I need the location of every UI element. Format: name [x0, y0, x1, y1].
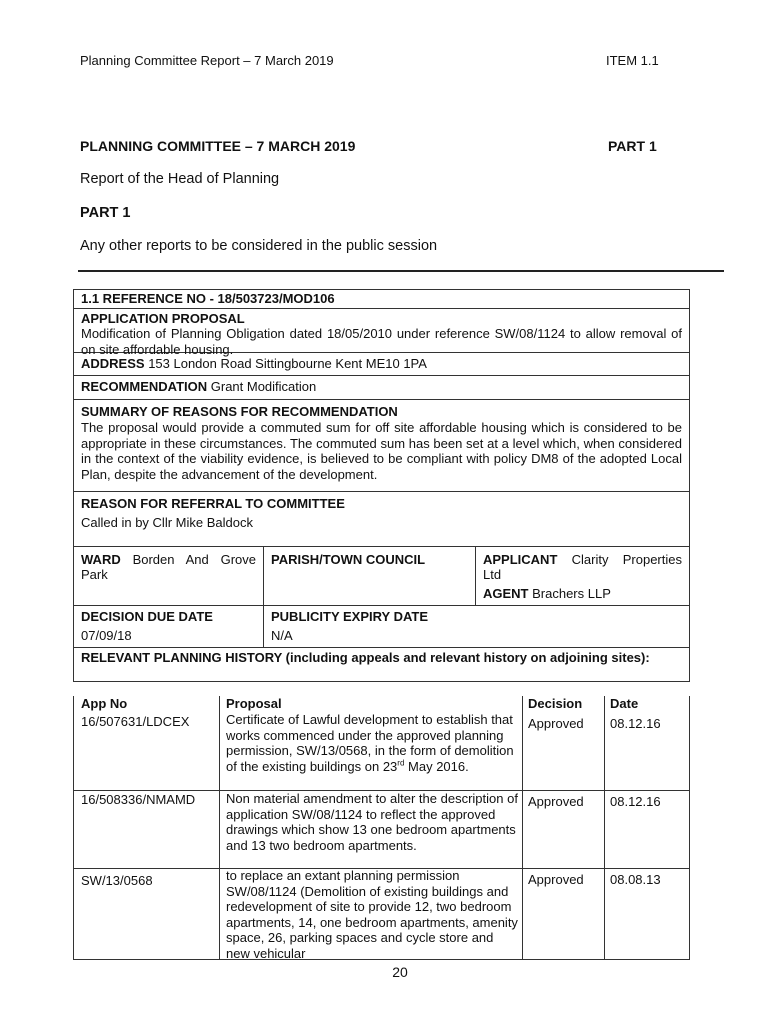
recommendation-value: Grant Modification — [207, 379, 317, 394]
proposal-section — [74, 309, 689, 357]
address-value: 153 London Road Sittingbourne Kent ME10 1PA — [144, 355, 427, 371]
application-summary-box — [73, 289, 690, 682]
planning-history-table — [73, 696, 690, 960]
reference-number: 1.1 REFERENCE NO - 18/503723/MOD106 — [74, 290, 689, 309]
running-header-title: Planning Committee Report – 7 March 2019 — [80, 53, 334, 68]
history-heading: RELEVANT PLANNING HISTORY (including appeals and relevant history on adjoining sites): — [81, 649, 650, 665]
ward-value: Borden And Grove Park — [81, 551, 256, 582]
col-header-proposal: Proposal — [226, 696, 282, 711]
parish-label: PARISH/TOWN COUNCIL — [271, 551, 426, 567]
table-row-proposal: Non material amendment to alter the description of application SW/08/1124 to reflect the approved drawings which show 13 one bedroom apartments and 13 two bedroom apartments. — [226, 791, 518, 853]
recommendation-row — [74, 376, 689, 400]
table-row-date: 08.12.16 — [610, 794, 661, 809]
table-row-app-no: 16/507631/LDCEX — [81, 714, 190, 729]
page-number: 20 — [392, 964, 408, 980]
col-header-decision: Decision — [528, 696, 583, 711]
part-heading: PART 1 — [80, 205, 131, 221]
col-header-app-no: App No — [81, 696, 128, 711]
decision-due-cell — [74, 606, 264, 647]
agent-value: Brachers LLP — [528, 585, 611, 601]
proposal-heading: APPLICATION PROPOSAL — [81, 310, 245, 326]
table-row-date: 08.12.16 — [610, 716, 661, 731]
col-divider-1 — [219, 696, 220, 959]
table-row-proposal — [226, 712, 518, 774]
proposal-superscript: rd — [397, 758, 405, 768]
running-header-item: ITEM 1.1 — [606, 53, 659, 68]
applicant-label: APPLICANT — [483, 551, 558, 567]
col-divider-3 — [604, 696, 605, 959]
table-row-decision: Approved — [528, 716, 584, 731]
ward-parish-applicant-row — [74, 547, 689, 606]
table-row-proposal: to replace an extant planning permission SW/08/1124 (Demolition of existing buildings and redevelopment of site to provide 12, two bedroom apartments, 14, one bedroom apartments, amenity space, 26, parking spaces and cycle store and new vehicular — [226, 868, 518, 961]
dates-row — [74, 606, 689, 648]
address-row — [74, 353, 689, 377]
committee-title: PLANNING COMMITTEE – 7 MARCH 2019 — [80, 138, 356, 154]
other-reports-text: Any other reports to be considered in the public session — [80, 238, 438, 254]
ward-label: WARD — [81, 551, 121, 567]
table-row-app-no: 16/508336/NMAMD — [81, 792, 196, 807]
publicity-value: N/A — [271, 628, 293, 643]
report-of: Report of the Head of Planning — [80, 171, 280, 187]
decision-due-value: 07/09/18 — [81, 628, 132, 643]
address-label: ADDRESS — [81, 355, 145, 371]
table-row-app-no: SW/13/0568 — [81, 873, 153, 888]
referral-text: Called in by Cllr Mike Baldock — [81, 515, 253, 530]
recommendation-label: RECOMMENDATION — [81, 379, 208, 394]
summary-text: The proposal would provide a commuted sum for off site affordable housing which is considered to be appropriate in these circumstances. The commuted sum has been set at a level which, when considered in the context of the viability evidence, is believed to be compliant with policy DM8 of the adopted Local Plan, despite the advancement of the development. — [81, 420, 682, 482]
decision-due-label: DECISION DUE DATE — [81, 608, 213, 624]
parish-cell — [264, 547, 476, 605]
part-label: PART 1 — [608, 138, 657, 154]
agent-label: AGENT — [483, 585, 529, 601]
proposal-text-part: May 2016. — [404, 758, 469, 774]
summary-section — [74, 400, 689, 492]
publicity-label: PUBLICITY EXPIRY DATE — [271, 608, 428, 624]
applicant-value: Clarity Properties Ltd — [483, 551, 682, 582]
applicant-cell — [476, 547, 689, 605]
referral-heading: REASON FOR REFERRAL TO COMMITTEE — [81, 495, 345, 511]
section-divider — [78, 270, 724, 272]
proposal-text: Modification of Planning Obligation dated 18/05/2010 under reference SW/08/1124 to allow removal of on site affordable housing. — [81, 326, 682, 357]
referral-section — [74, 492, 689, 547]
col-header-date: Date — [610, 696, 639, 711]
ward-cell — [74, 547, 264, 605]
publicity-cell — [264, 606, 689, 647]
col-divider-2 — [522, 696, 523, 959]
table-row-decision: Approved — [528, 872, 584, 887]
table-row-date: 08.08.13 — [610, 872, 661, 887]
table-row-decision: Approved — [528, 794, 584, 809]
summary-heading: SUMMARY OF REASONS FOR RECOMMENDATION — [81, 403, 398, 419]
proposal-text-part: Certificate of Lawful development to establish that works commenced under the approved planning permission, SW/13/0568, in the form of demolition of the existing buildings on 23 — [226, 712, 514, 774]
